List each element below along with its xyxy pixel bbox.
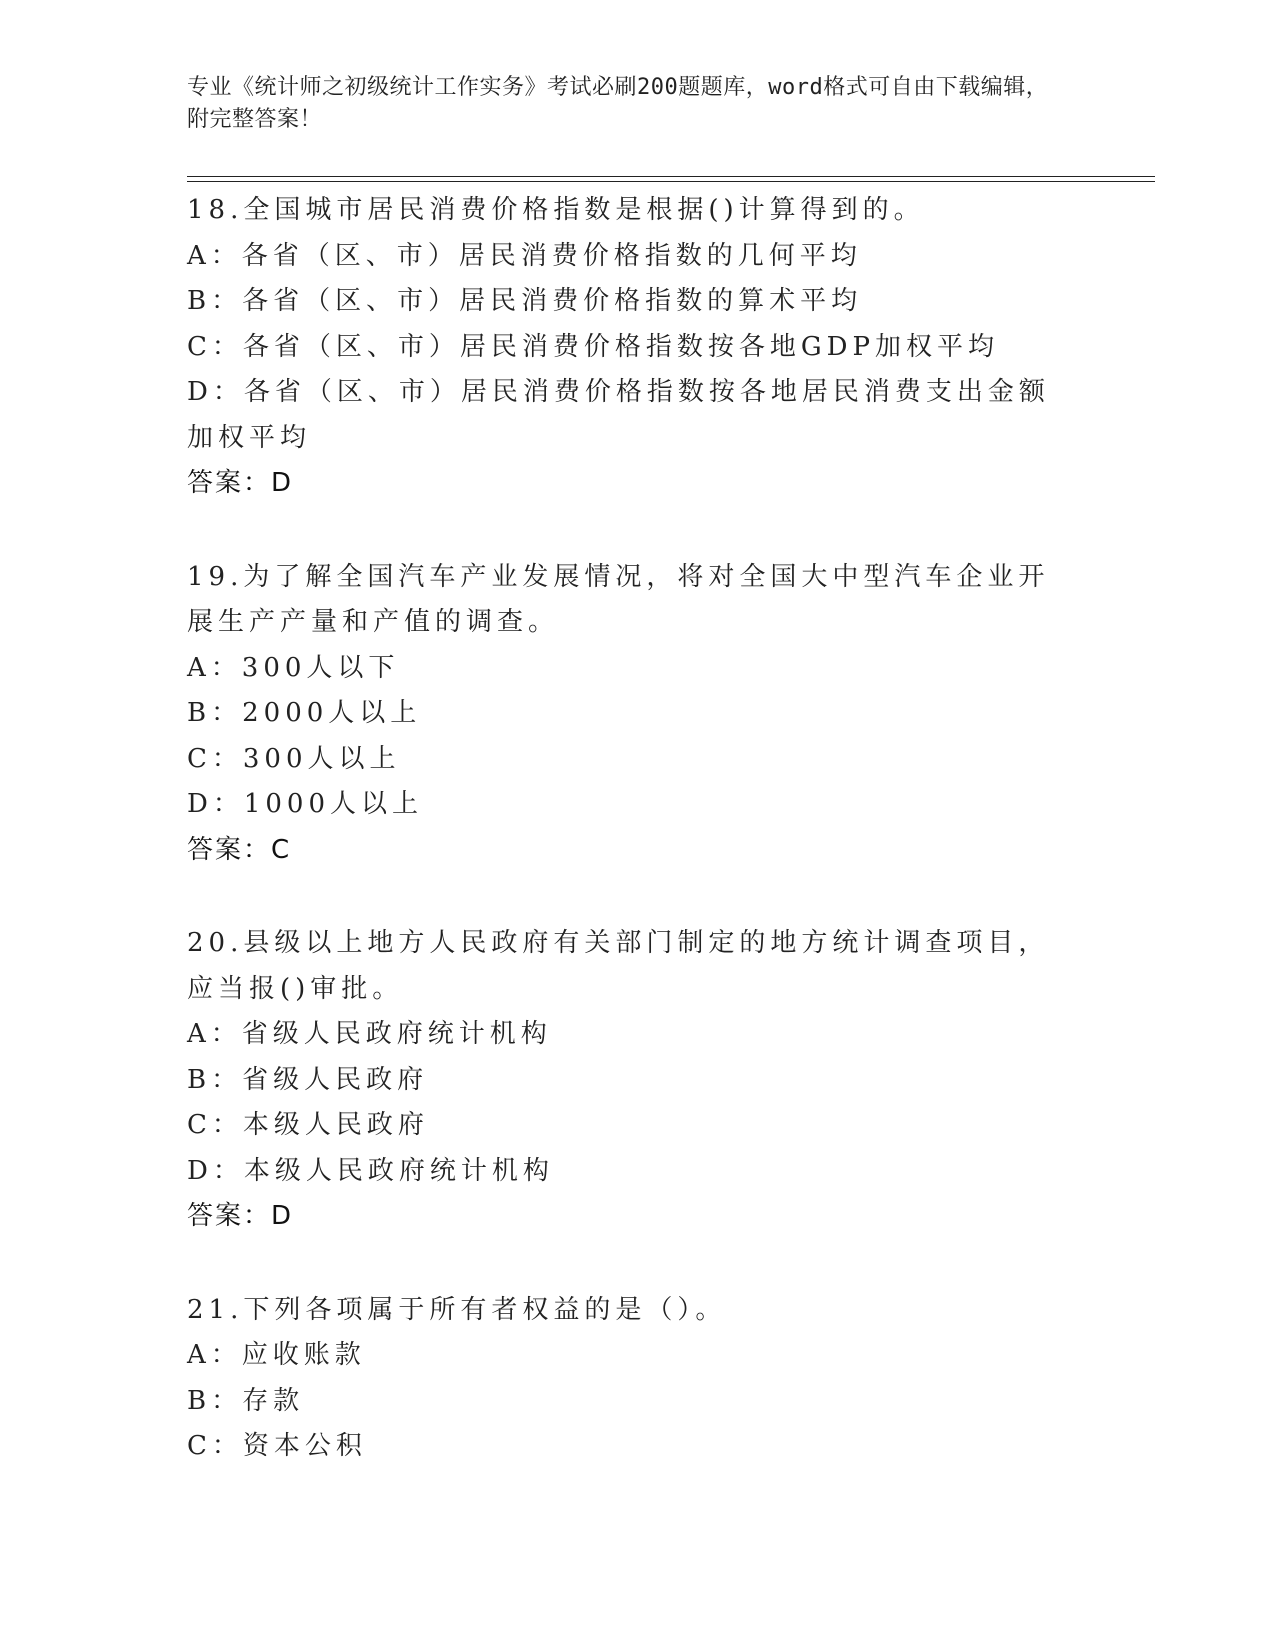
question-21 xyxy=(187,1288,1077,1470)
option-a: A：省级人民政府统计机构 xyxy=(187,1019,552,1049)
question-19 xyxy=(187,555,1077,874)
header-divider-top xyxy=(187,176,1155,177)
option-a: A：各省（区、市）居民消费价格指数的几何平均 xyxy=(187,240,862,271)
question-stem: 21.下列各项属于所有者权益的是（）。 xyxy=(187,1294,727,1325)
answer-line: 答案：D xyxy=(187,1201,294,1231)
option-c: C：本级人民政府 xyxy=(187,1110,429,1140)
question-stem: 19.为了解全国汽车产业发展情况，将对全国大中型汽车企业开展生产产量和产值的调查。 xyxy=(187,561,1050,637)
option-b: B：各省（区、市）居民消费价格指数的算术平均 xyxy=(187,286,863,316)
option-c: C：各省（区、市）居民消费价格指数按各地GDP加权平均 xyxy=(187,331,1000,362)
question-list xyxy=(187,188,1077,1518)
option-d: D：本级人民政府统计机构 xyxy=(187,1155,554,1186)
question-18 xyxy=(187,188,1077,507)
question-stem: 18.全国城市居民消费价格指数是根据()计算得到的。 xyxy=(187,195,925,225)
option-c: C：300人以上 xyxy=(187,743,401,774)
option-c: C：资本公积 xyxy=(187,1431,367,1461)
option-b: B：2000人以上 xyxy=(187,698,422,728)
option-d: D：各省（区、市）居民消费价格指数按各地居民消费支出金额加权平均 xyxy=(187,377,1050,453)
document-header: 专业《统计师之初级统计工作实务》考试必刷200题题库，word格式可自由下载编辑，附完整答案！ xyxy=(187,75,1049,132)
option-b: B：省级人民政府 xyxy=(187,1064,429,1095)
answer-line: 答案：D xyxy=(187,468,294,498)
option-d: D：1000人以上 xyxy=(187,789,424,819)
question-stem: 20.县级以上地方人民政府有关部门制定的地方统计调查项目，应当报()审批。 xyxy=(187,928,1050,1004)
option-b: B：存款 xyxy=(187,1385,305,1416)
option-a: A：300人以下 xyxy=(187,652,400,683)
header-divider-bottom xyxy=(187,181,1155,182)
answer-line: 答案：C xyxy=(187,834,292,865)
option-a: A：应收账款 xyxy=(187,1340,366,1370)
question-20 xyxy=(187,921,1077,1240)
